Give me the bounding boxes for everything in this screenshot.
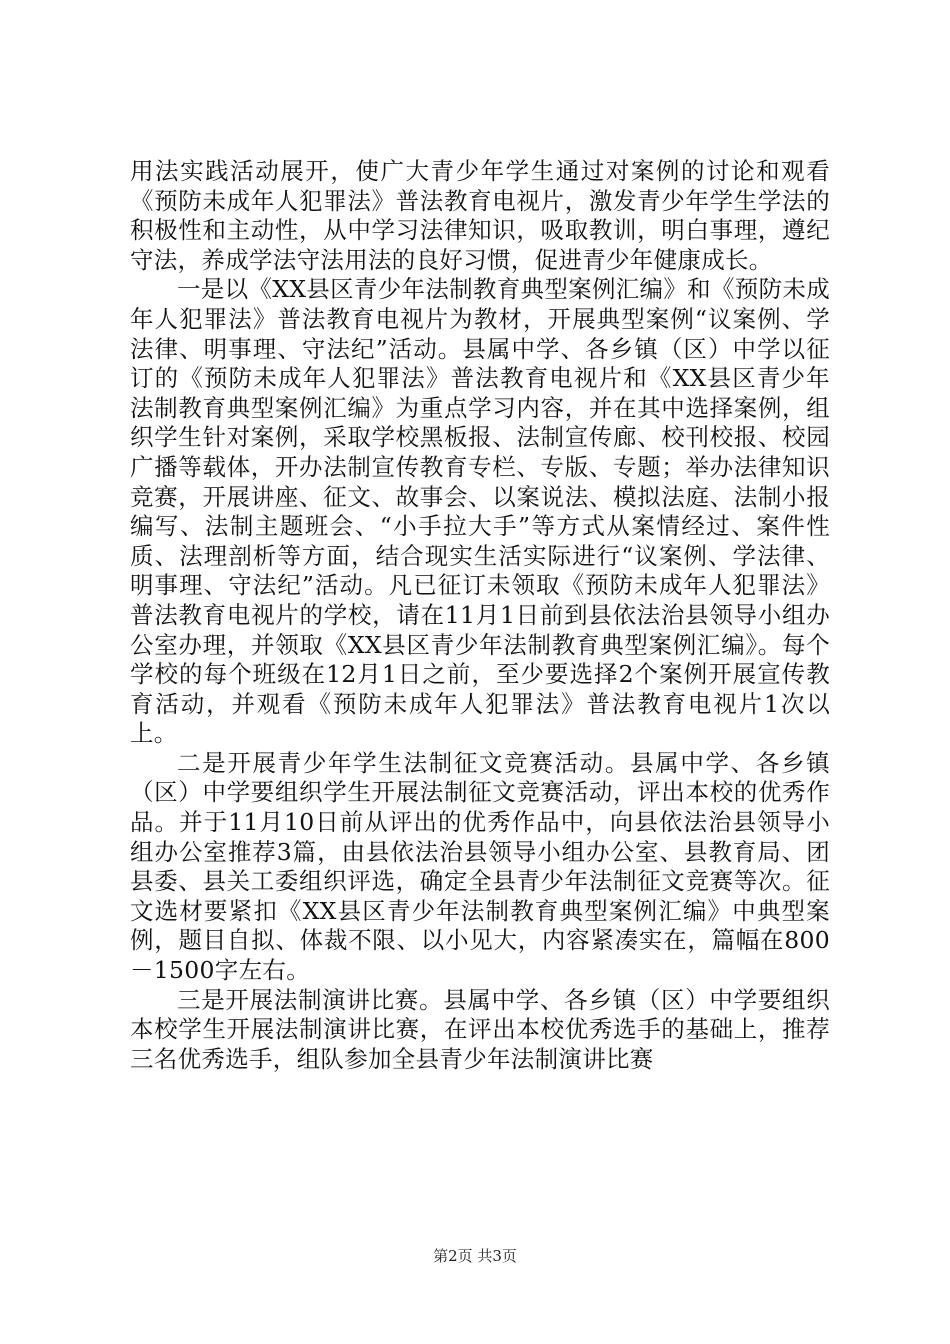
document-body xyxy=(130,157,830,1074)
paragraph-continuation: 用法实践活动展开，使广大青少年学生通过对案例的讨论和观看《预防未成年人犯罪法》普法教育电视片，激发青少年学生学法的积极性和主动性，从中学习法律知识，吸取教训，明白事理，遵纪守法，养成学法守法用法的良好习惯，促进青少年健康成长。 xyxy=(130,157,830,274)
paragraph-item-two: 二是开展青少年学生法制征文竞赛活动。县属中学、各乡镇（区）中学要组织学生开展法制征文竞赛活动，评出本校的优秀作品。并于11月10日前从评出的优秀作品中，向县依法治县领导小组办公室推荐3篇，由县依法治县领导小组办公室、县教育局、团县委、县关工委组织评选，确定全县青少年法制征文竞赛等次。征文选材要紧扣《XX县区青少年法制教育典型案例汇编》中典型案例，题目自拟、体裁不限、以小见大，内容紧凑实在，篇幅在800－1500字左右。 xyxy=(130,748,830,985)
page-footer: 第2页 共3页 xyxy=(433,1247,517,1265)
paragraph-item-one: 一是以《XX县区青少年法制教育典型案例汇编》和《预防未成年人犯罪法》普法教育电视片为教材，开展典型案例“议案例、学法律、明事理、守法纪”活动。县属中学、各乡镇（区）中学以征订的《预防未成年人犯罪法》普法教育电视片和《XX县区青少年法制教育典型案例汇编》为重点学习内容，并在其中选择案例，组织学生针对案例，采取学校黑板报、法制宣传廊、校刊校报、校园广播等载体，开办法制宣传教育专栏、专版、专题；举办法律知识竞赛，开展讲座、征文、故事会、以案说法、模拟法庭、法制小报编写、法制主题班会、“小手拉大手”等方式从案情经过、案件性质、法理剖析等方面，结合现实生活实际进行“议案例、学法律、明事理、守法纪”活动。凡已征订未领取《预防未成年人犯罪法》普法教育电视片的学校，请在11月1日前到县依法治县领导小组办公室办理，并领取《XX县区青少年法制教育典型案例汇编》。每个学校的每个班级在12月1日之前，至少要选择2个案例开展宣传教育活动，并观看《预防未成年人犯罪法》普法教育电视片1次以上。 xyxy=(130,275,830,748)
paragraph-item-three: 三是开展法制演讲比赛。县属中学、各乡镇（区）中学要组织本校学生开展法制演讲比赛，在评出本校优秀选手的基础上，推荐三名优秀选手，组队参加全县青少年法制演讲比赛 xyxy=(130,985,830,1073)
